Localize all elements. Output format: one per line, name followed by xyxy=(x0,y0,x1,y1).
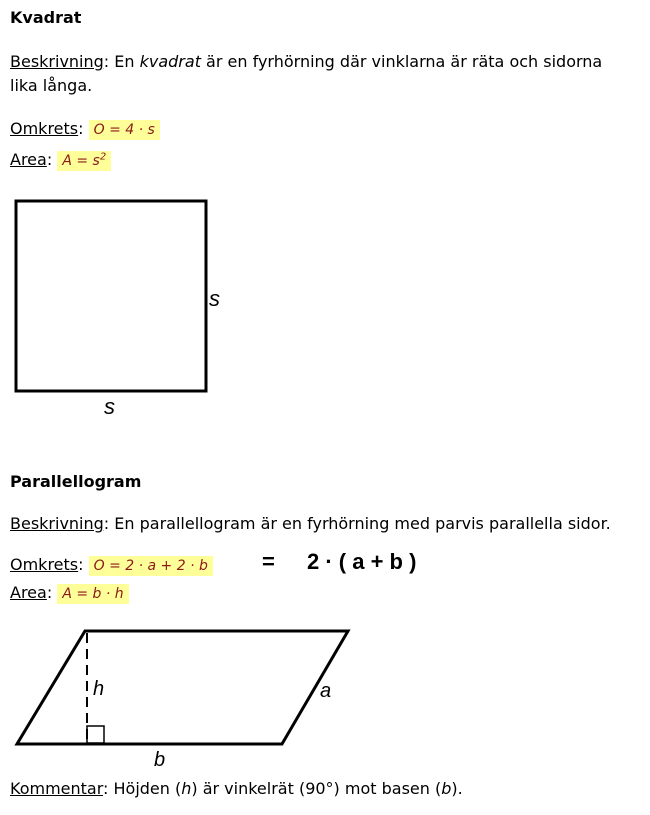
square-side-label-right: s xyxy=(209,286,220,311)
square-area-formula xyxy=(57,151,111,171)
parallelogram-perimeter-alternative: 2 · ( a + b ) xyxy=(307,549,417,574)
comment-h: h xyxy=(181,779,192,798)
square-area-formula-base: A = s xyxy=(62,153,100,169)
height-label: h xyxy=(93,678,105,700)
square-figure xyxy=(0,190,240,425)
parallelogram-description-label: Beskrivning xyxy=(10,514,104,533)
parallelogram-perimeter-label: Omkrets xyxy=(10,555,79,574)
side-label-a: a xyxy=(320,680,332,702)
parallelogram-figure xyxy=(0,620,380,770)
square-description-line-1 xyxy=(10,52,602,71)
base-label-b: b xyxy=(154,749,166,770)
square-perimeter-label: Omkrets xyxy=(10,119,79,138)
square-side-label-bottom: s xyxy=(104,394,115,419)
square-description-line-2: lika långa. xyxy=(10,76,93,95)
square-description-label: Beskrivning xyxy=(10,52,104,71)
square-description-term: kvadrat xyxy=(139,52,201,71)
square-description-text-1: : En xyxy=(103,52,140,71)
parallelogram-area-row: Area: A = b · h xyxy=(10,583,129,602)
square-area-formula-exponent: 2 xyxy=(99,151,107,163)
parallelogram-description-line xyxy=(10,514,611,533)
square-title: Kvadrat xyxy=(10,8,82,27)
right-angle-marker xyxy=(87,726,104,743)
comment-label: Kommentar xyxy=(10,779,104,798)
square-perimeter-formula: O = 4 · s xyxy=(89,120,160,140)
parallelogram-description-text: : En parallellogram är en fyrhörning med parvis parallella sidor. xyxy=(103,514,611,533)
parallelogram-area-formula: A = b · h xyxy=(57,584,128,604)
comment-text-1: : Höjden ( xyxy=(103,779,182,798)
square-area-label: Area xyxy=(10,150,47,169)
parallelogram-area-label: Area xyxy=(10,583,47,602)
comment-b: b xyxy=(441,779,452,798)
parallelogram-shape xyxy=(17,631,348,744)
parallelogram-comment xyxy=(10,779,463,798)
parallelogram-perimeter-row: Omkrets: O = 2 · a + 2 · b xyxy=(10,555,213,574)
square-perimeter-row: Omkrets: O = 4 · s xyxy=(10,119,160,138)
parallelogram-perimeter-equals: = xyxy=(262,549,275,574)
square-description-text-2: är en fyrhörning där vinklarna är räta och sidorna xyxy=(200,52,603,71)
parallelogram-perimeter-formula: O = 2 · a + 2 · b xyxy=(89,556,213,576)
square-area-row: Area: $A = s^2$ xyxy=(10,150,111,169)
comment-text-2: ) är vinkelrät (90°) mot basen ( xyxy=(191,779,442,798)
comment-text-3: ). xyxy=(451,779,463,798)
parallelogram-title: Parallellogram xyxy=(10,472,142,491)
square-shape xyxy=(16,201,206,391)
